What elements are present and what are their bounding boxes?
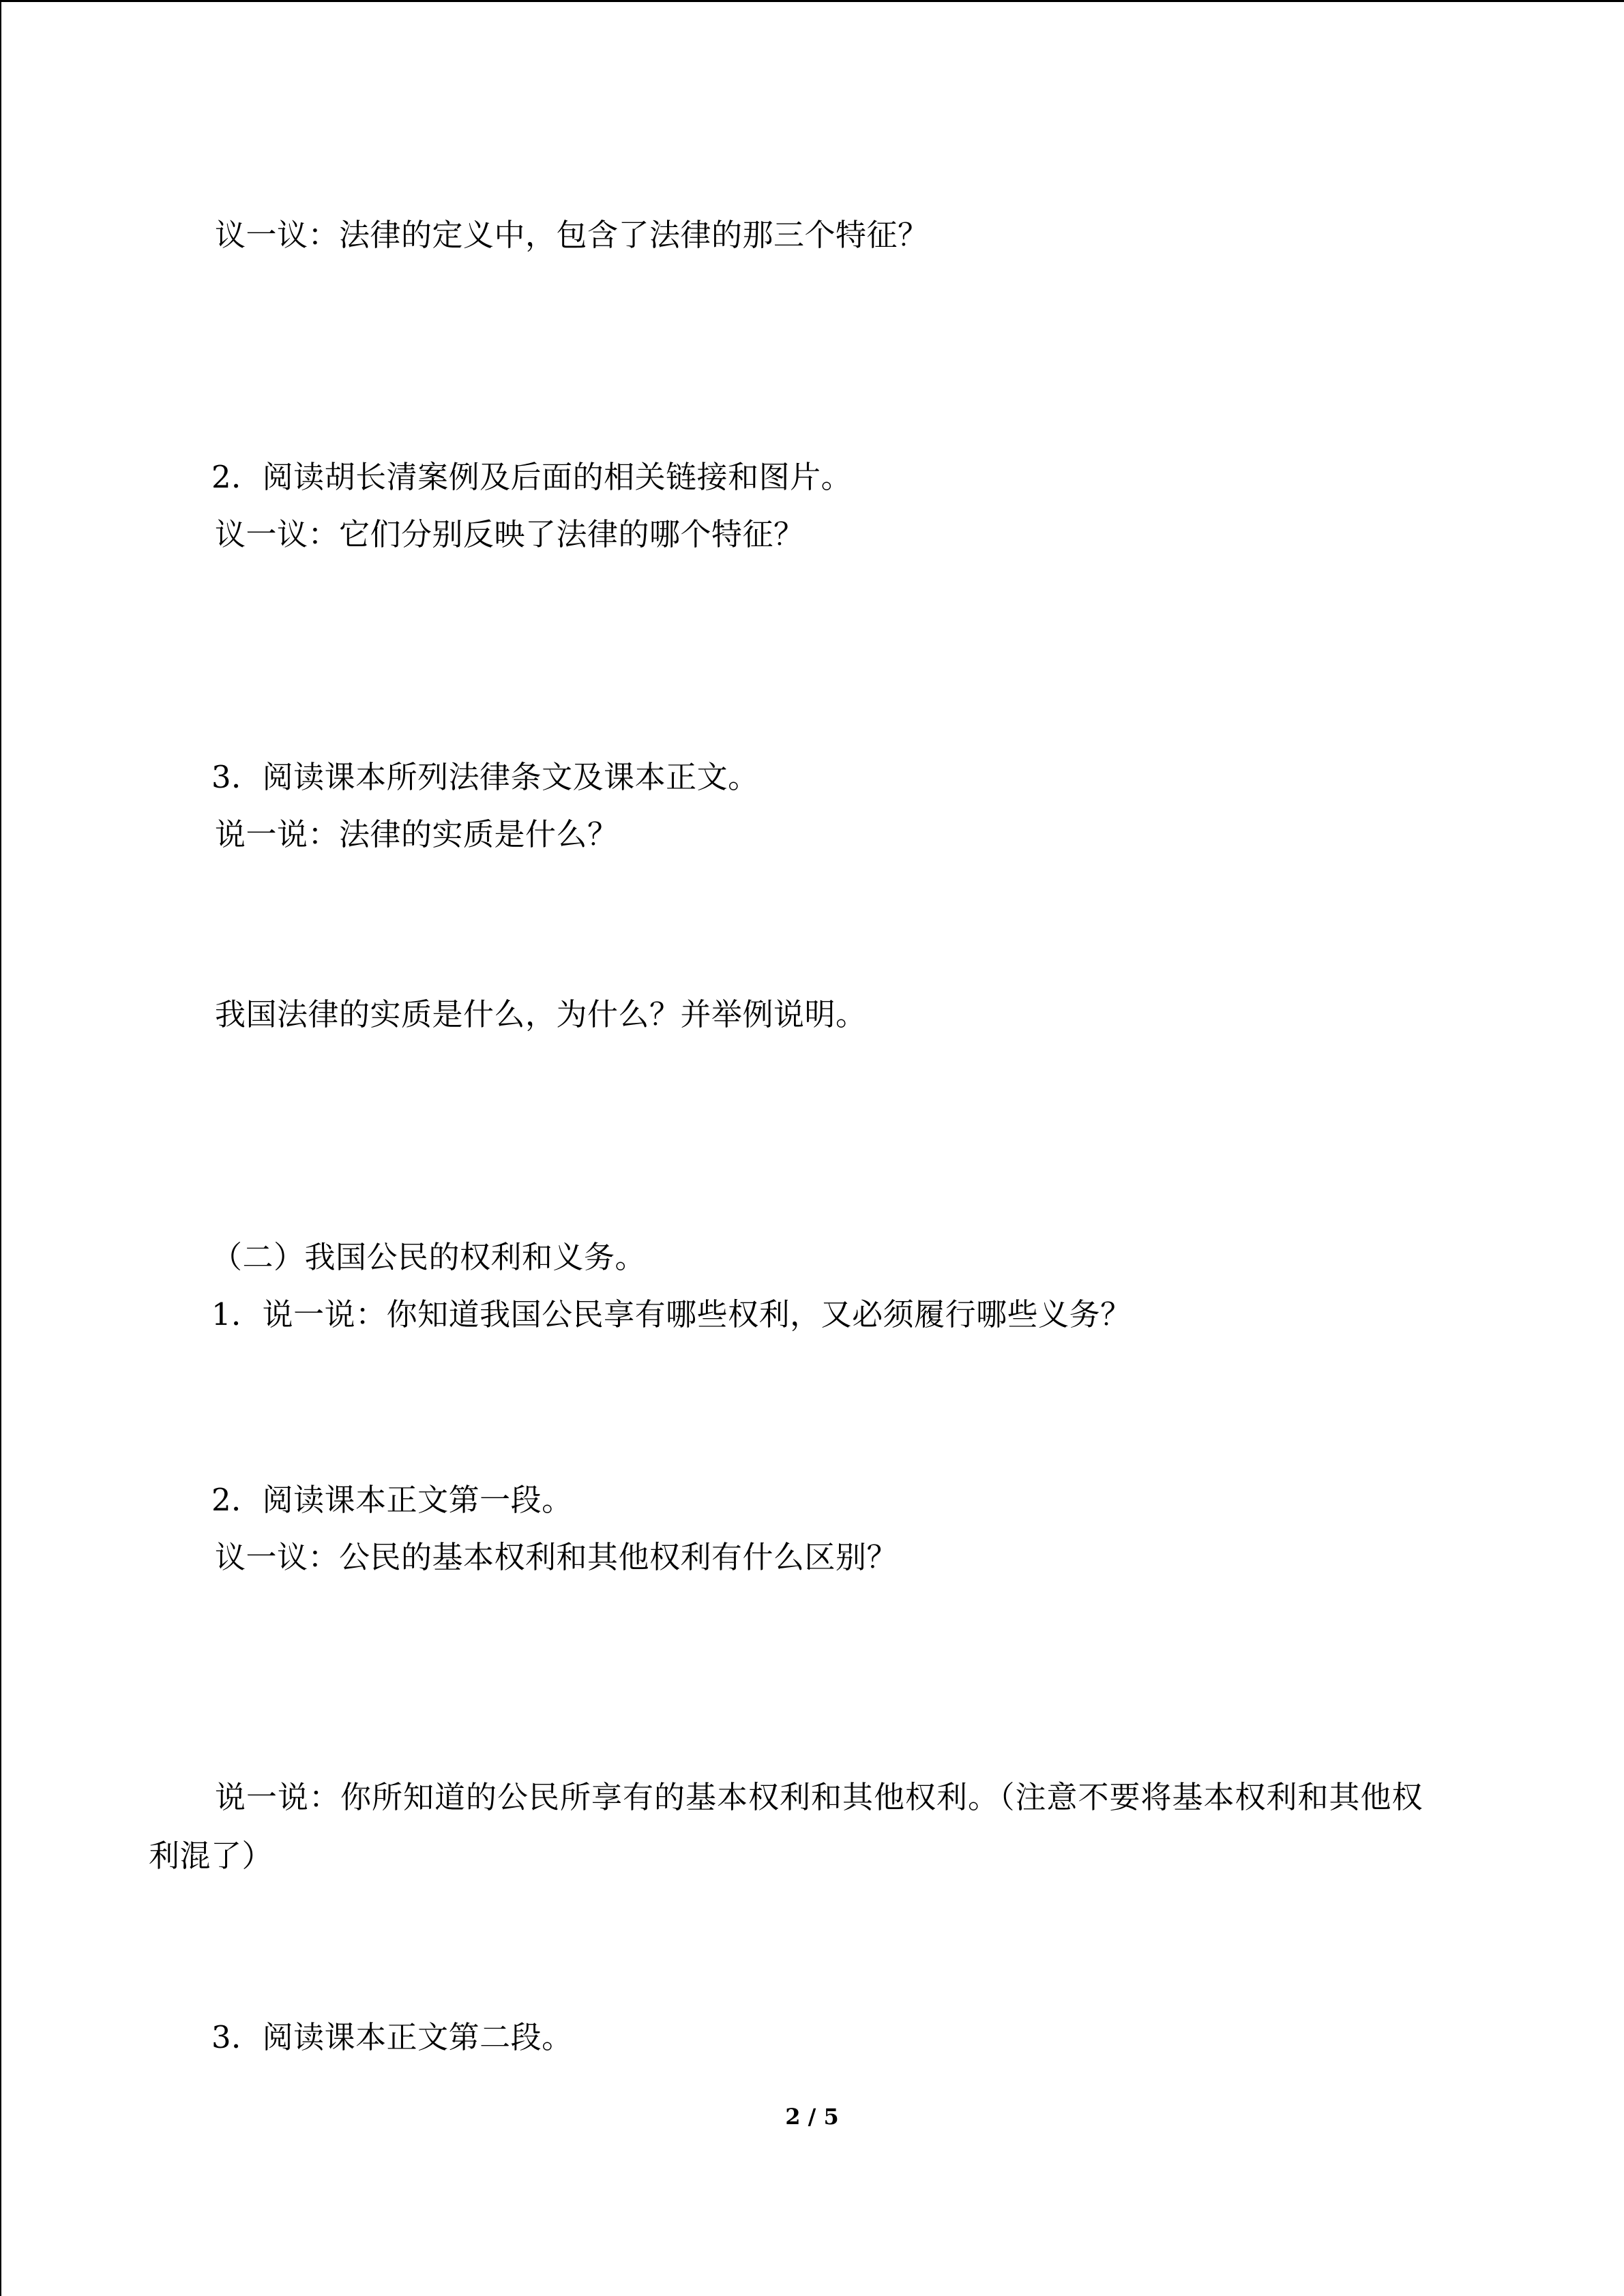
question-line: 说一说：你所知道的公民所享有的基本权利和其他权利。（注意不要将基本权利和其他权 [215,1779,1423,1815]
instruction-line: 2．阅读胡长清案例及后面的相关链接和图片。 [211,459,853,495]
question-line: 说一说：法律的实质是什么？ [215,816,619,852]
section-heading: （二）我国公民的权利和义务。 [211,1239,647,1275]
instruction-line: 2．阅读课本正文第一段。 [211,1482,573,1518]
page-left-border [0,0,1,2296]
page-top-border [0,0,1624,2]
question-line: 议一议：公民的基本权利和其他权利有什么区别？ [215,1539,898,1575]
question-line-continued: 利混了） [149,1838,274,1874]
page-number: 2 / 5 [785,2104,839,2130]
question-line: 议一议：法律的定义中，包含了法律的那三个特征？ [215,217,929,253]
question-line: 议一议：它们分别反映了法律的哪个特征？ [215,516,805,552]
question-line: 我国法律的实质是什么，为什么？并举例说明。 [215,996,867,1032]
instruction-line: 3．阅读课本所列法律条文及课本正文。 [211,759,759,795]
instruction-line: 3．阅读课本正文第二段。 [211,2019,573,2055]
question-line: 1．说一说：你知道我国公民享有哪些权利，又必须履行哪些义务？ [211,1296,1132,1332]
